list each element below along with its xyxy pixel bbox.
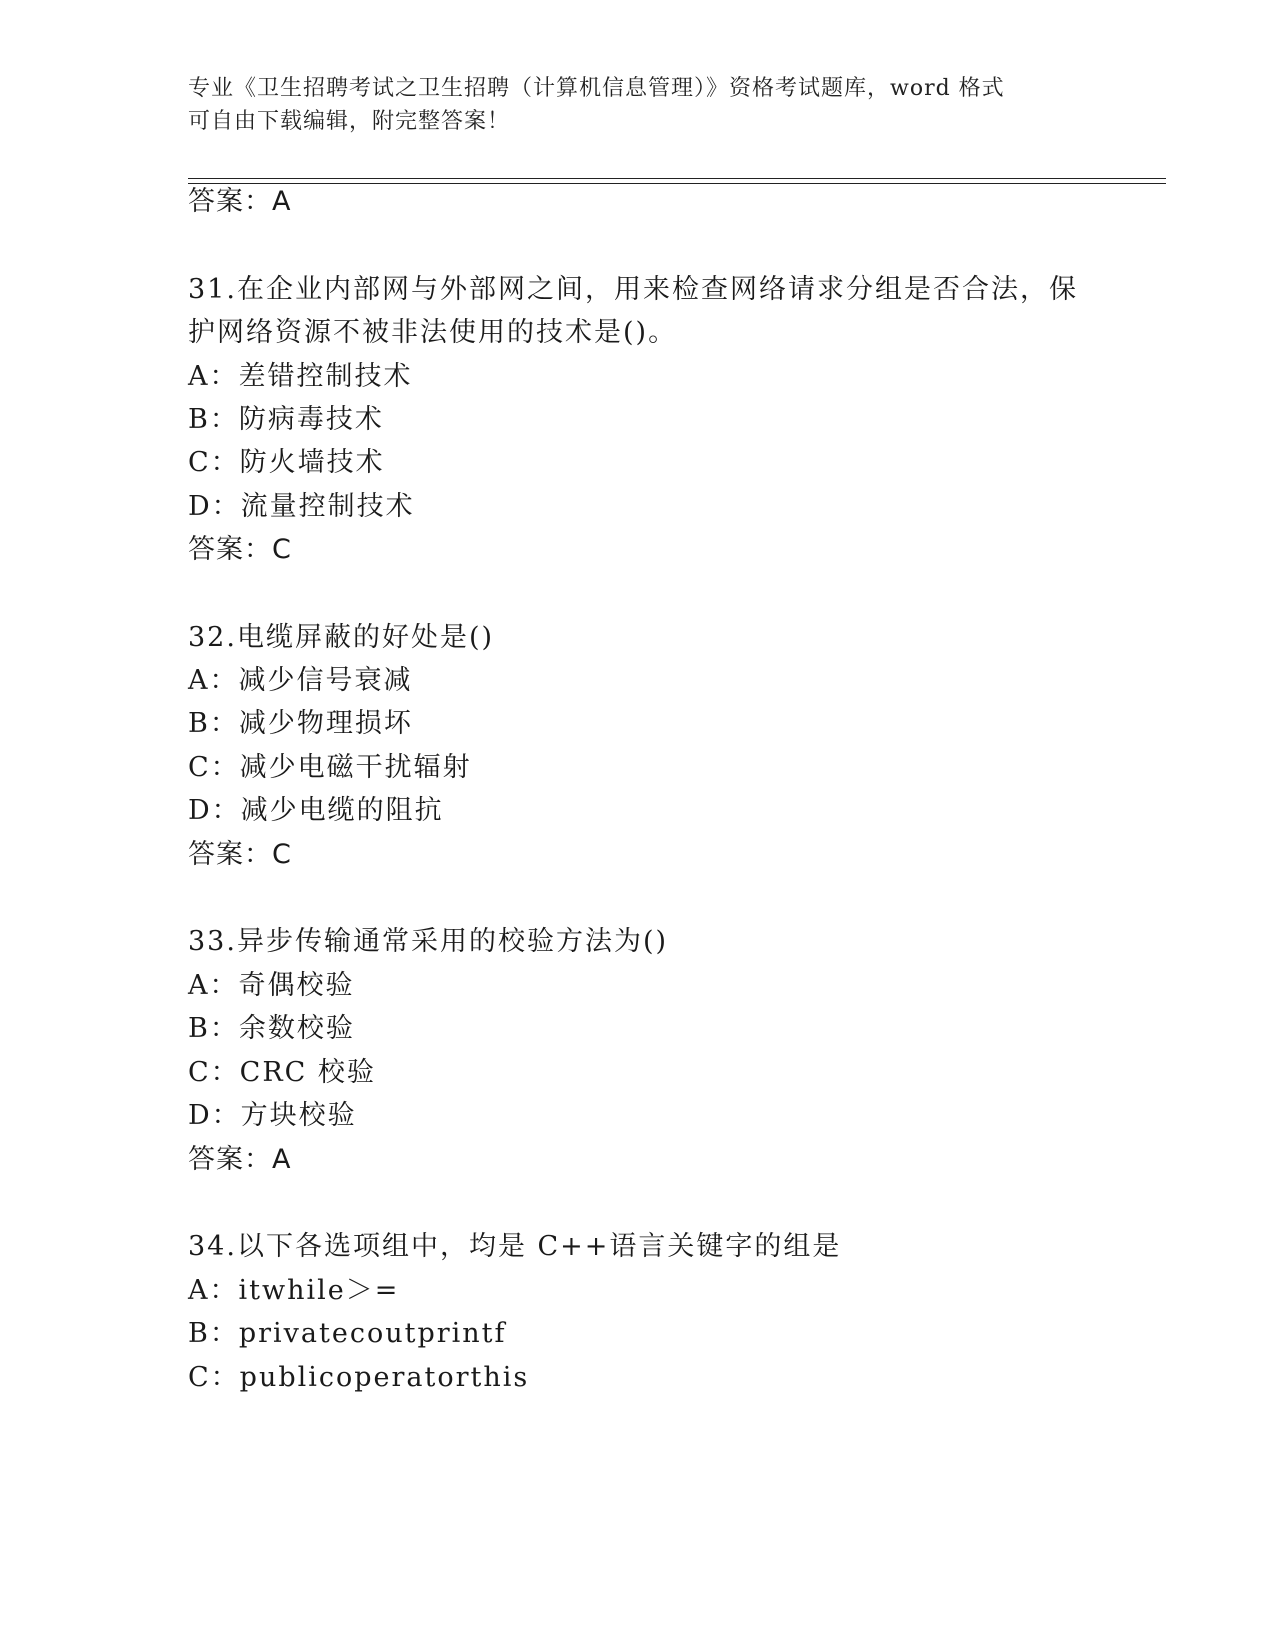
question-32-answer: 答案：C xyxy=(188,839,292,870)
document-header xyxy=(188,72,1088,138)
question-33-option-d: D：方块校验 xyxy=(188,1100,357,1131)
question-31-answer: 答案：C xyxy=(188,534,292,565)
question-31-option-a: A：差错控制技术 xyxy=(188,361,413,392)
question-34-option-b: B：privatecoutprintf xyxy=(188,1318,507,1349)
question-33-option-c: C：CRC 校验 xyxy=(188,1057,376,1088)
question-31-stem-line-1: 31.在企业内部网与外部网之间，用来检查网络请求分组是否合法，保 xyxy=(188,274,1078,305)
question-32-option-d: D：减少电缆的阻抗 xyxy=(188,795,444,826)
question-34-stem: 34.以下各选项组中，均是 C++语言关键字的组是 xyxy=(188,1231,842,1262)
question-34-option-c: C：publicoperatorthis xyxy=(188,1362,530,1393)
question-32-option-a: A：减少信号衰减 xyxy=(188,665,413,696)
header-divider-bottom xyxy=(188,183,1166,184)
question-31-option-c: C：防火墙技术 xyxy=(188,447,385,478)
question-33-option-a: A：奇偶校验 xyxy=(188,970,355,1001)
question-33-stem: 33.异步传输通常采用的校验方法为() xyxy=(188,926,669,957)
question-33-answer: 答案：A xyxy=(188,1144,292,1175)
answer-line: 答案：A xyxy=(188,186,292,217)
question-31-stem-line-2: 护网络资源不被非法使用的技术是()。 xyxy=(188,317,678,348)
question-32-option-b: B：减少物理损坏 xyxy=(188,708,413,739)
question-31-option-b: B：防病毒技术 xyxy=(188,404,384,435)
question-31-option-d: D：流量控制技术 xyxy=(188,491,415,522)
header-line-2: 可自由下载编辑，附完整答案！ xyxy=(188,109,511,134)
question-33-option-b: B：余数校验 xyxy=(188,1013,355,1044)
header-divider-top xyxy=(188,178,1166,179)
header-line-1: 专业《卫生招聘考试之卫生招聘（计算机信息管理）》资格考试题库，word 格式 xyxy=(188,76,1005,101)
question-32-option-c: C：减少电磁干扰辐射 xyxy=(188,752,472,783)
question-32-stem: 32.电缆屏蔽的好处是() xyxy=(188,622,495,653)
question-34-option-a: A：itwhile＞= xyxy=(188,1275,400,1306)
